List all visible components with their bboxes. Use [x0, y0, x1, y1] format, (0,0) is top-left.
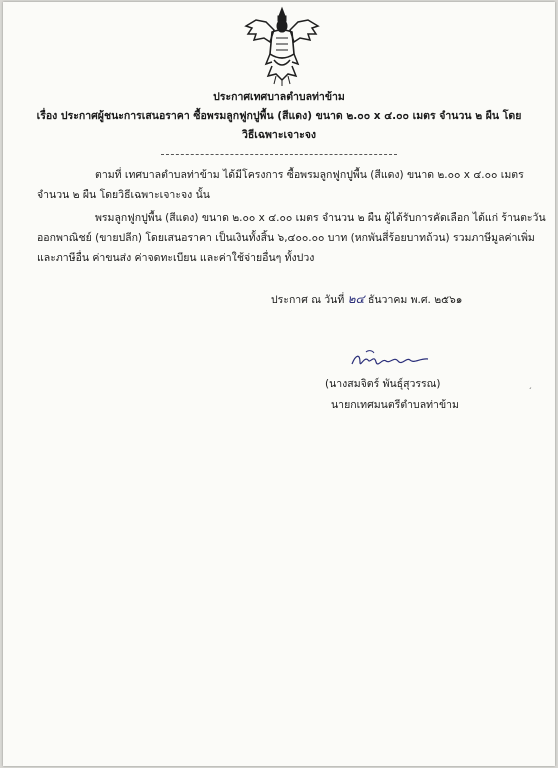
separator-rule	[161, 154, 397, 155]
signer-name: (นางสมจิตร์ พันธุ์สุวรรณ)	[325, 378, 441, 390]
announce-month-year: ธันวาคม พ.ศ. ๒๕๖๑	[367, 294, 463, 306]
org-heading: ประกาศเทศบาลตำบลท่าข้าม	[213, 91, 345, 103]
handwritten-signature	[348, 348, 436, 372]
paragraph-1-line-1: ตามที่ เทศบาลตำบลท่าข้าม ได้มีโครงการ ซื้อพรมลูกฟูกปูพื้น (สีแดง) ขนาด ๒.๐๐ x ๔.๐๐ เมตร	[95, 169, 524, 181]
margin-mark: ˏ	[528, 380, 532, 389]
announce-date	[271, 292, 462, 307]
garuda-emblem	[236, 4, 328, 88]
signer-position: นายกเทศมนตรีตำบลท่าข้าม	[331, 399, 459, 411]
document-page	[3, 2, 555, 766]
announce-prefix: ประกาศ ณ วันที่	[271, 294, 345, 306]
paragraph-2-line-3: และภาษีอื่น ค่าขนส่ง ค่าจดทะเบียน และค่าใช้จ่ายอื่นๆ ทั้งปวง	[37, 252, 315, 264]
subject-line-1: เรื่อง ประกาศผู้ชนะการเสนอราคา ซื้อพรมลูกฟูกปูพื้น (สีแดง) ขนาด ๒.๐๐ x ๔.๐๐ เมตร จำนวน ๒ ผืน โดย	[36, 110, 522, 122]
paragraph-2-line-1: พรมลูกฟูกปูพื้น (สีแดง) ขนาด ๒.๐๐ x ๔.๐๐ เมตร จำนวน ๒ ผืน ผู้ได้รับการคัดเลือก ได้แก่ ร้านตะวัน	[95, 212, 546, 224]
paragraph-1-line-2: จำนวน ๒ ผืน โดยวิธีเฉพาะเจาะจง นั้น	[37, 189, 210, 201]
handwritten-day: ๒๔	[347, 292, 365, 306]
subject-line-2: วิธีเฉพาะเจาะจง	[241, 129, 317, 141]
paragraph-2-line-2: ออกพาณิชย์ (ขายปลีก) โดยเสนอราคา เป็นเงินทั้งสิ้น ๖,๔๐๐.๐๐ บาท (หกพันสี่ร้อยบาทถ้วน) รวมภาษีมูลค่าเพิ่ม	[37, 232, 535, 244]
